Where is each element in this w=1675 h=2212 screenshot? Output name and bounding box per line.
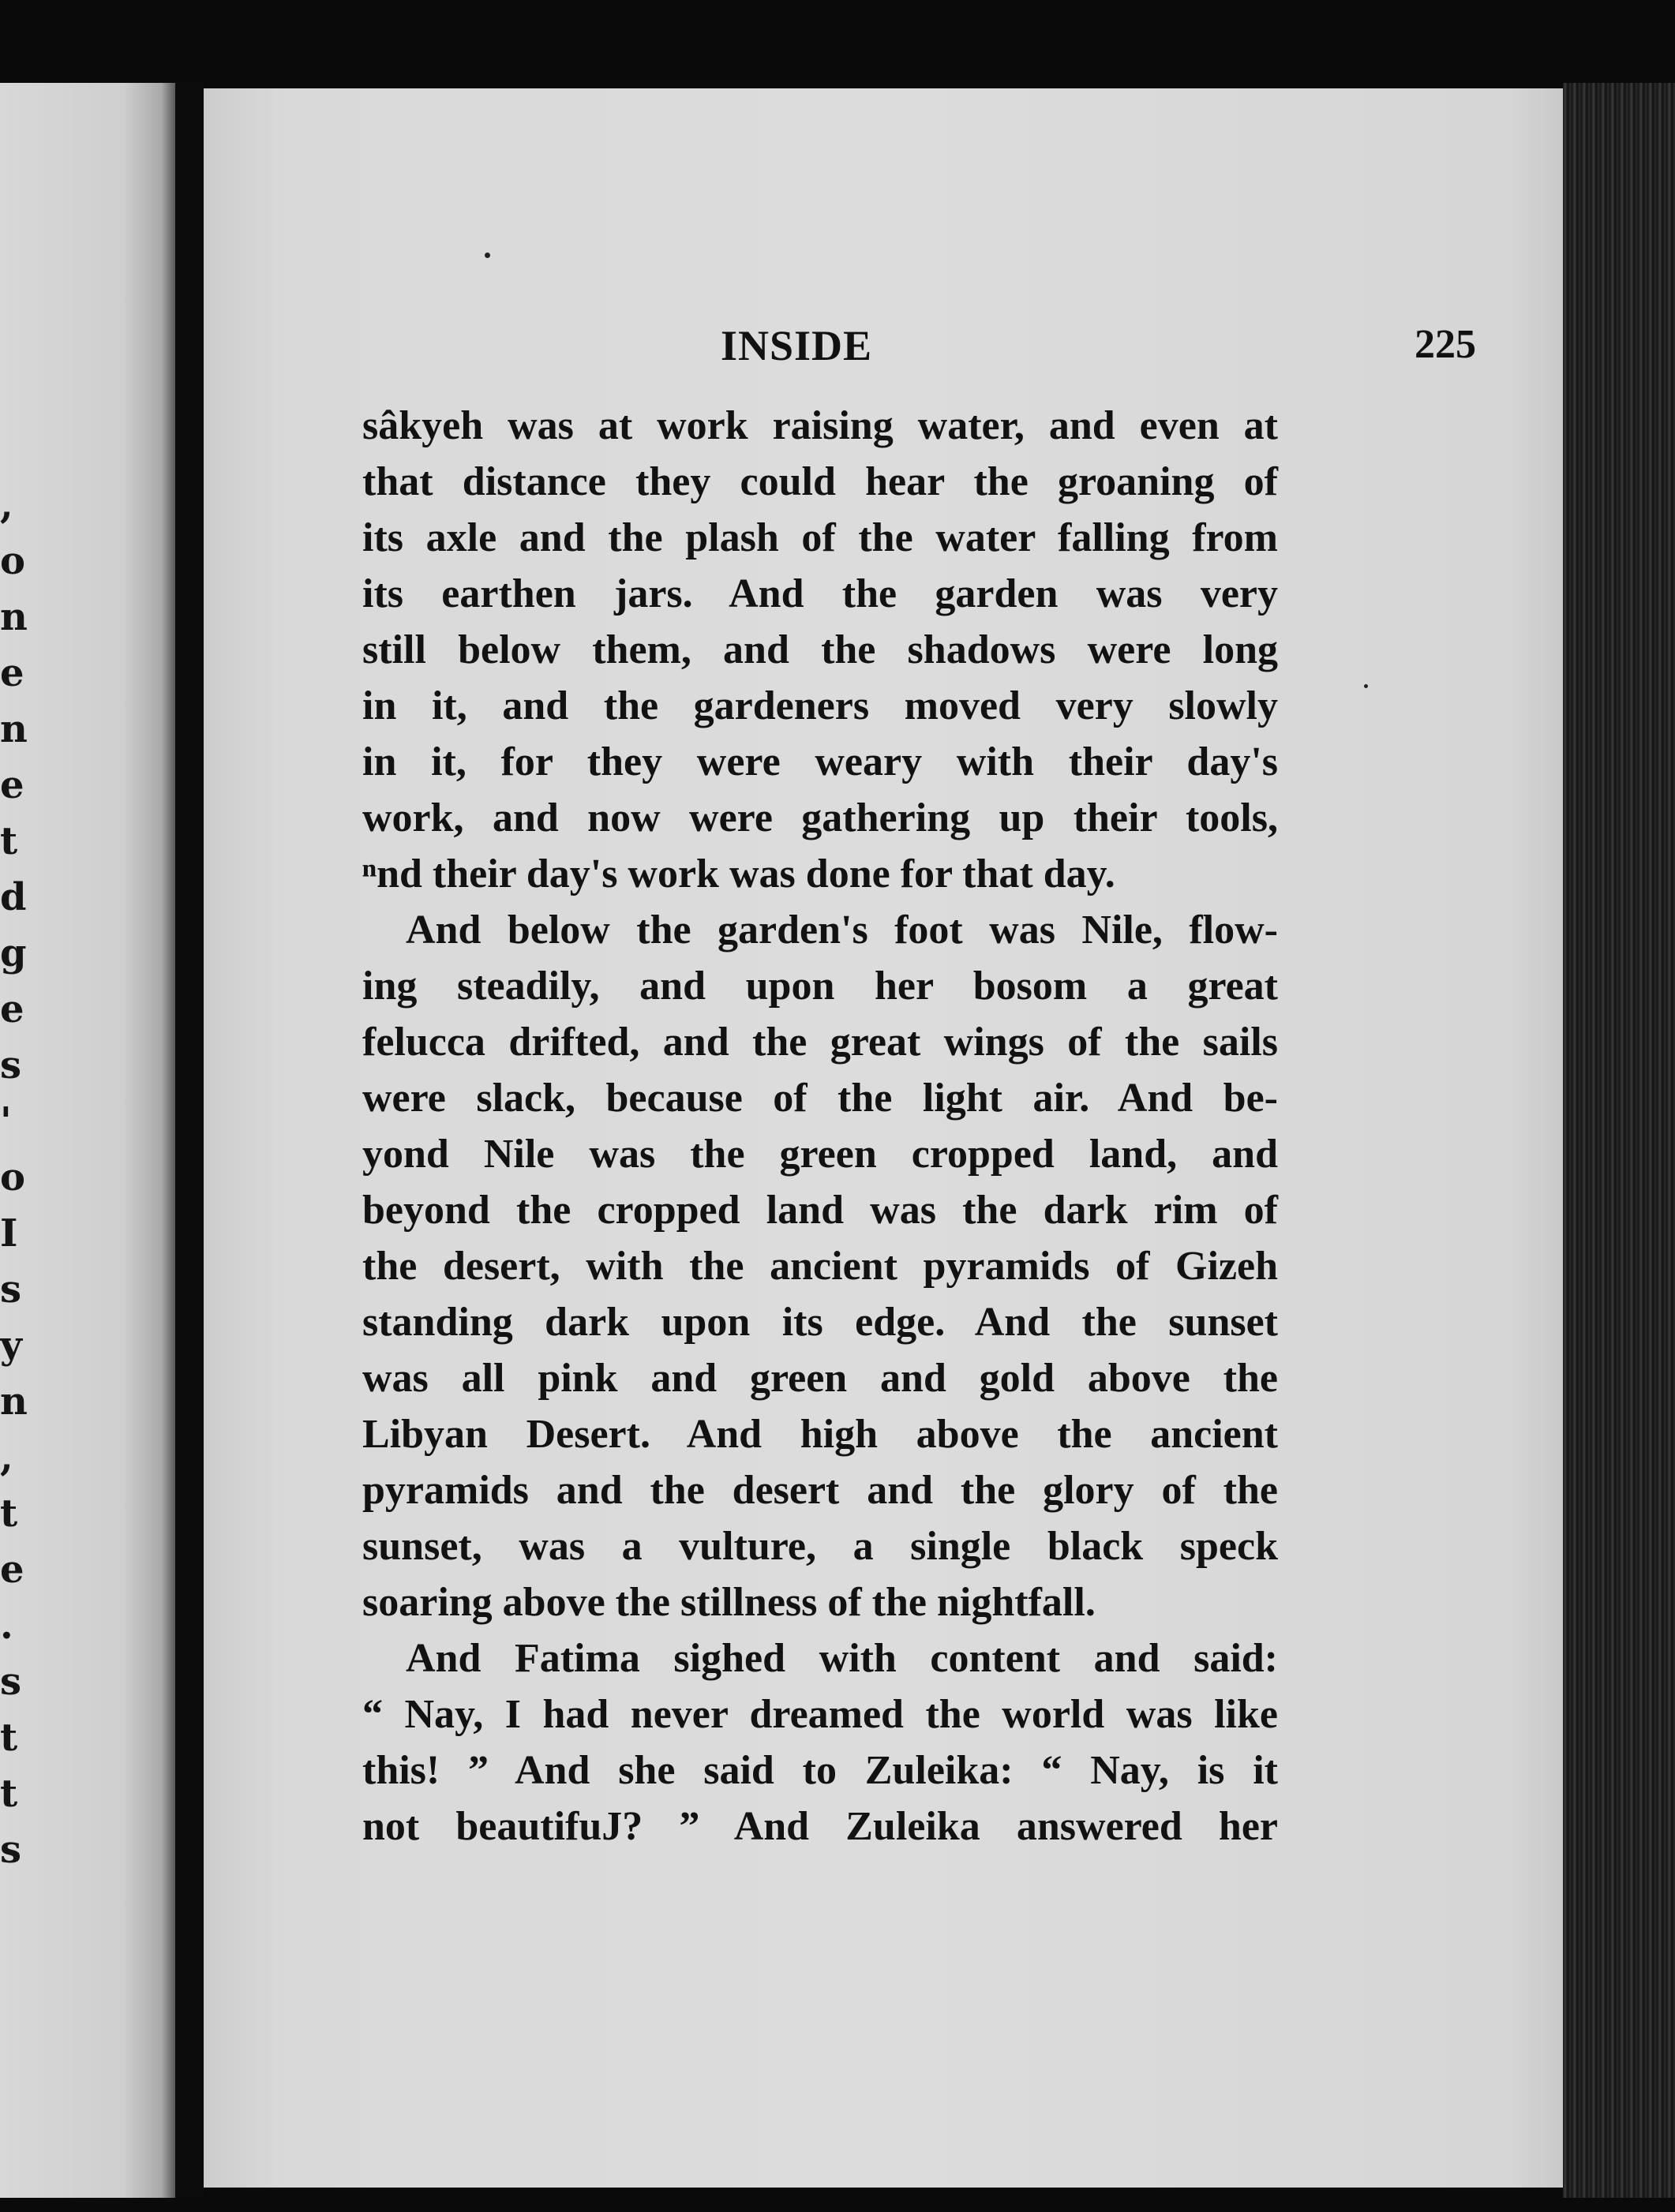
facing-page-fragment: t [0, 819, 18, 863]
facing-page-fragment: n [0, 595, 28, 639]
facing-page-fragment: o [0, 1155, 26, 1200]
facing-page-fragment: d [0, 875, 27, 919]
text-line: the desert, with the ancient pyramids of Gizeh [362, 1244, 1278, 1289]
text-line: still below them, and the shadows were long [362, 627, 1278, 672]
facing-page-fragment: ' [0, 1099, 12, 1143]
facing-page-text-fragments [0, 477, 28, 1878]
facing-page-fragment: e [0, 987, 24, 1031]
page-number: 225 [1415, 322, 1476, 367]
text-line: were slack, because of the light air. And be- [362, 1076, 1278, 1121]
facing-page-fragment: s [0, 1828, 22, 1872]
facing-page-fragment: e [0, 651, 24, 695]
text-line: standing dark upon its edge. And the sunset [362, 1300, 1278, 1345]
facing-page-fragment: o [0, 539, 26, 583]
text-line: And below the garden's foot was Nile, flow- [406, 908, 1278, 953]
page-stack-edge [1563, 83, 1675, 2198]
facing-page-fragment: , [0, 483, 13, 527]
text-line: work, and now were gathering up their tools, [362, 795, 1278, 840]
facing-page-fragment: , [0, 1435, 13, 1480]
text-line: that distance they could hear the groaning of [362, 459, 1278, 504]
text-line: sunset, was a vulture, a single black speck [362, 1524, 1278, 1569]
facing-page-fragment: s [0, 1660, 22, 1704]
text-line: not beautifuJ? ” And Zuleika answered her [362, 1804, 1278, 1849]
text-line: in it, and the gardeners moved very slowly [362, 683, 1278, 728]
body-text [362, 398, 1278, 1855]
text-line: beyond the cropped land was the dark rim of [362, 1188, 1278, 1233]
page-header [204, 321, 1563, 384]
text-line: its axle and the plash of the water falling from [362, 515, 1278, 560]
text-line: in it, for they were weary with their day's [362, 739, 1278, 784]
facing-page-fragment: t [0, 1492, 18, 1536]
facing-page-fragment: t [0, 1716, 18, 1760]
facing-page-fragment: n [0, 707, 28, 751]
facing-page-fragment: e [0, 763, 24, 807]
text-line: felucca drifted, and the great wings of the sails [362, 1020, 1278, 1065]
text-line: sâkyeh was at work raising water, and even at [362, 403, 1278, 448]
facing-page-fragment: s [0, 1267, 22, 1312]
book-page [204, 88, 1563, 2188]
facing-page-fragment: e [0, 1548, 24, 1592]
facing-page-fragment: . [0, 1604, 13, 1648]
book-gutter [175, 83, 204, 2198]
text-line: its earthen jars. And the garden was very [362, 571, 1278, 616]
text-line: pyramids and the desert and the glory of the [362, 1468, 1278, 1513]
text-line: ⁿnd their day's work was done for that day. [362, 851, 1115, 896]
facing-page-fragment: I [0, 1211, 18, 1256]
text-line: yond Nile was the green cropped land, and [362, 1132, 1278, 1177]
facing-page-fragment: t [0, 1772, 18, 1816]
facing-page-fragment: g [0, 931, 27, 975]
text-line: ing steadily, and upon her bosom a great [362, 964, 1278, 1009]
facing-page-fragment: n [0, 1379, 28, 1424]
text-line: this! ” And she said to Zuleika: “ Nay, is it [362, 1748, 1278, 1793]
facing-page-edge [0, 83, 175, 2198]
facing-page-fragment: y [0, 1323, 22, 1368]
running-head: INSIDE [720, 322, 873, 369]
text-line: Libyan Desert. And high above the ancient [362, 1412, 1278, 1457]
text-line: soaring above the stillness of the nightfall. [362, 1580, 1096, 1625]
text-line: And Fatima sighed with content and said: [406, 1636, 1278, 1681]
dust-speck [1364, 684, 1368, 688]
facing-page-fragment: s [0, 1043, 22, 1087]
dust-speck [485, 253, 490, 258]
text-line: “ Nay, I had never dreamed the world was like [362, 1692, 1278, 1737]
text-line: was all pink and green and gold above the [362, 1356, 1278, 1401]
